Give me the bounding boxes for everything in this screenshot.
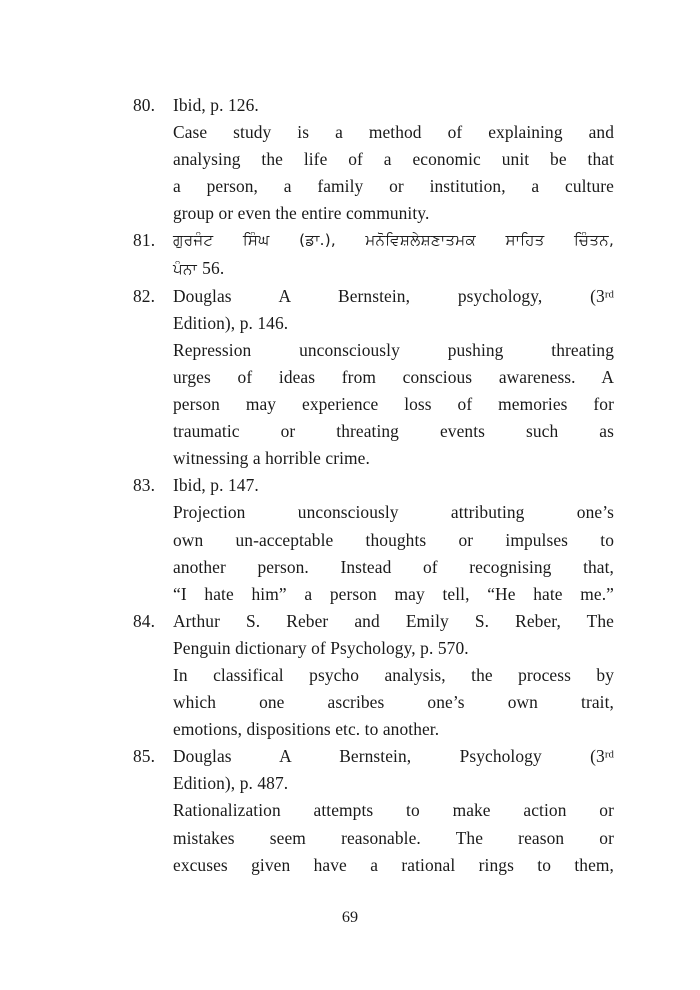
note-80-citation-line — [133, 92, 614, 119]
note-85-body — [133, 797, 614, 878]
note-81-citation-gurmukhi: ਗੁਰਜੰਟ ਸਿੰਘ (ਡਾ.), ਮਨੋਵਿਸ਼ਲੇਸ਼ਣਾਤਮਕ ਸਾਹਿਤ ਚਿੰਤਨ, — [173, 231, 614, 250]
note-85-citation-text: Douglas A Bernstein, Psychology (3 — [173, 746, 605, 767]
note-82-body-line-3: person may experience loss of memories for — [173, 394, 614, 415]
note-82-body — [133, 337, 614, 472]
note-83-body-line-4: “I hate him” a person may tell, “He hate me.” — [173, 583, 614, 604]
note-83-body-line-3: another person. Instead of recognising that, — [173, 556, 614, 577]
note-84-body — [133, 662, 614, 743]
note-85-citation — [173, 743, 614, 770]
note-84-body-line-3: emotions, dispositions etc. to another. — [173, 719, 440, 740]
note-80-body-line-2: analysing the life of a economic unit be that — [173, 149, 614, 170]
note-81-citation-line-2 — [133, 255, 614, 283]
note-84-citation-line — [133, 608, 614, 635]
note-entry-80 — [133, 92, 614, 227]
note-84-body-line-2: which one ascribes one’s own trait, — [173, 692, 614, 713]
note-82-citation — [173, 283, 614, 310]
note-82-body-line-5: witnessing a horrible crime. — [173, 448, 370, 469]
note-84-citation-line-2: Penguin dictionary of Psychology, p. 570. — [173, 637, 469, 658]
note-82-body-line-4: traumatic or threating events such as — [173, 421, 614, 442]
note-82-citation-line-2: Edition), p. 146. — [173, 312, 289, 333]
note-81-number: 81. — [133, 230, 156, 251]
note-80-body — [133, 119, 614, 227]
note-81-page-number: 56. — [202, 257, 225, 278]
note-84-number: 84. — [133, 610, 156, 631]
note-83-body-line-2: own un-acceptable thoughts or impulses to — [173, 529, 614, 550]
note-85-body-line-1: Rationalization attempts to make action or — [173, 800, 614, 821]
note-80-body-line-4: group or even the entire community. — [173, 203, 430, 224]
note-82-number: 82. — [133, 285, 156, 306]
note-82-ordinal-suffix: rd — [604, 288, 614, 301]
note-83-body-line-1: Projection unconsciously attributing one’s — [173, 502, 614, 523]
endnotes-list — [133, 92, 614, 879]
note-81-citation-line — [133, 227, 614, 254]
note-85-number: 85. — [133, 746, 156, 767]
note-82-citation-line — [133, 283, 614, 310]
note-85-ordinal-suffix: rd — [604, 748, 614, 761]
note-80-number: 80. — [133, 95, 156, 115]
note-entry-83 — [133, 472, 614, 607]
note-84-citation: Arthur S. Reber and Emily S. Reber, The — [173, 610, 614, 631]
page-number: 69 — [341, 908, 359, 926]
note-83-number: 83. — [133, 475, 156, 496]
note-entry-82 — [133, 283, 614, 473]
note-85-citation-line — [133, 743, 614, 770]
note-80-citation: Ibid, p. 126. — [173, 95, 259, 115]
note-84-body-line-1: In classifical psycho analysis, the process by — [173, 664, 614, 685]
note-85-body-line-3: excuses given have a rational rings to them, — [173, 854, 614, 875]
note-80-body-line-1: Case study is a method of explaining and — [173, 122, 614, 143]
note-83-body — [133, 499, 614, 607]
note-entry-81 — [133, 227, 614, 282]
note-82-body-line-1: Repression unconsciously pushing threating — [173, 339, 614, 360]
note-85-body-line-2: mistakes seem reasonable. The reason or — [173, 827, 614, 848]
note-83-citation-line — [133, 472, 614, 499]
note-82-body-line-2: urges of ideas from conscious awareness. A — [173, 366, 614, 387]
note-80-body-line-3: a person, a family or institution, a culture — [173, 176, 614, 197]
note-entry-85 — [133, 743, 614, 878]
note-85-citation-line-2: Edition), p. 487. — [173, 773, 289, 794]
note-81-page-word: ਪੰਨਾ — [173, 259, 198, 278]
note-82-citation-text: Douglas A Bernstein, psychology, (3 — [173, 285, 605, 306]
note-83-citation: Ibid, p. 147. — [173, 475, 259, 496]
note-entry-84 — [133, 608, 614, 743]
